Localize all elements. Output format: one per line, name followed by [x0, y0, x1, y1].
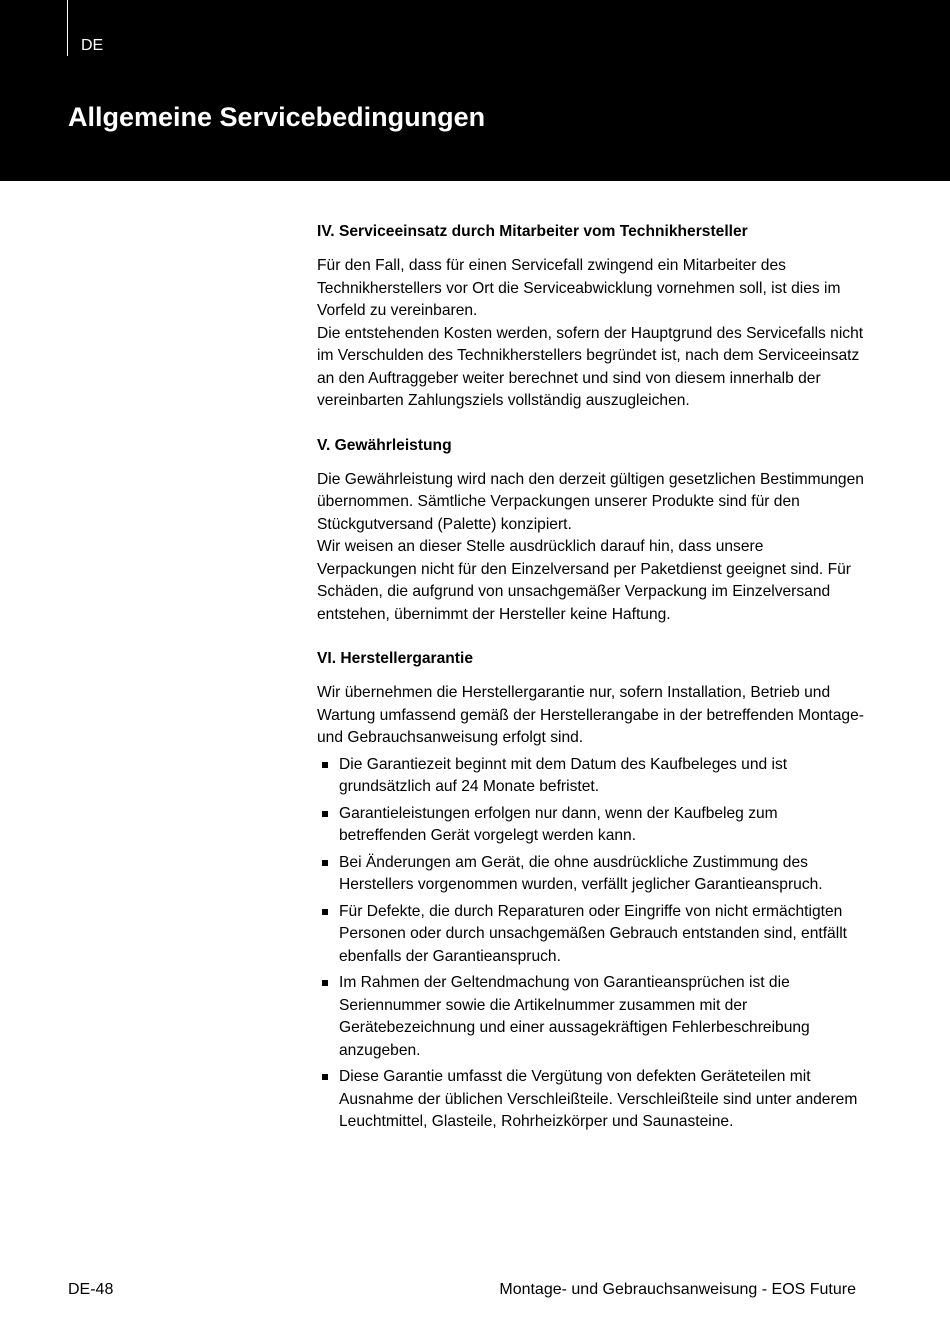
list-item-text: Die Garantiezeit beginnt mit dem Datum des Kaufbeleges und ist grundsätzlich auf 24 Monate befristet. [339, 755, 788, 795]
document-title: Montage- und Gebrauchsanweisung - EOS Future [499, 1281, 856, 1298]
list-item [317, 1066, 865, 1134]
section-heading: VI. Herstellergarantie [317, 650, 474, 667]
section-gewaehrleistung [317, 435, 865, 627]
list-item [317, 803, 865, 848]
page-header [0, 0, 950, 181]
paragraph: Wir weisen an dieser Stelle ausdrücklich darauf hin, dass unsere Verpackungen nicht für den Einzelversand per Paketdienst geeignet sind. Für Schäden, die aufgrund von unsachgemäßer Verpackung im Einzelversand entstehen, übernimmt der Hersteller keine Haftung. [317, 538, 851, 623]
page-number: DE-48 [68, 1281, 114, 1298]
square-bullet-icon [322, 811, 328, 817]
square-bullet-icon [322, 909, 328, 915]
list-item-text: Für Defekte, die durch Reparaturen oder Eingriffe von nicht ermächtigten Personen oder durch unsachgemäßen Gebrauch entstanden sind, entfällt ebenfalls der Garantieanspruch. [339, 902, 847, 965]
square-bullet-icon [322, 980, 328, 986]
list-item-text: Im Rahmen der Geltendmachung von Garantieansprüchen ist die Seriennummer sowie die Artikelnummer zusammen mit der Gerätebezeichnung und einer aussagekräftigen Fehlerbeschreibung anzugeben. [339, 974, 810, 1059]
square-bullet-icon [322, 762, 328, 768]
header-divider [67, 0, 68, 56]
section-heading: V. Gewährleistung [317, 436, 452, 454]
main-content [317, 221, 865, 1156]
list-item-text: Garantieleistungen erfolgen nur dann, wenn der Kaufbeleg zum betreffenden Gerät vorgelegt werden kann. [339, 804, 778, 844]
paragraph: Die Gewährleistung wird nach den derzeit gültigen gesetzlichen Bestimmungen übernommen. Sämtliche Verpackungen unserer Produkte sind für den Stückgutversand (Palette) konzipiert. [317, 470, 864, 533]
paragraph: Für den Fall, dass für einen Servicefall zwingend ein Mitarbeiter des Technikherstellers vor Ort die Serviceabwicklung vornehmen soll, ist dies im Vorfeld zu vereinbaren. [317, 257, 841, 319]
page-title: Allgemeine Servicebedingungen [68, 102, 486, 132]
list-item [317, 754, 865, 799]
list-item [317, 901, 865, 969]
section-heading: IV. Serviceeinsatz durch Mitarbeiter vom Technikhersteller [317, 223, 748, 240]
list-item [317, 852, 865, 897]
section-herstellergarantie [317, 648, 865, 1134]
paragraph: Wir übernehmen die Herstellergarantie nur, sofern Installation, Betrieb und Wartung umfassend gemäß der Herstellerangabe in der betreffenden Montage- und Gebrauchsanweisung erfolgt sind. [317, 684, 864, 746]
language-tag: DE [81, 37, 104, 54]
square-bullet-icon [322, 860, 328, 866]
list-item-text: Diese Garantie umfasst die Vergütung von defekten Geräteteilen mit Ausnahme der üblichen Verschleißteile. Verschleißteile sind unter anderem Leuchtmittel, Glasteile, Rohrheizkörper und Saunasteine. [339, 1068, 858, 1130]
section-serviceeinsatz [317, 221, 865, 413]
square-bullet-icon [322, 1074, 328, 1080]
list-item-text: Bei Änderungen am Gerät, die ohne ausdrückliche Zustimmung des Herstellers vorgenommen wurden, verfällt jeglicher Garantieanspruch. [339, 853, 823, 893]
list-item [317, 972, 865, 1062]
guarantee-list [317, 754, 865, 1134]
paragraph: Die entstehenden Kosten werden, sofern der Hauptgrund des Servicefalls nicht im Verschulden des Technikherstellers begründet ist, nach dem Serviceeinsatz an den Auftraggeber weiter berechnet und sind von diesem innerhalb der vereinbarten Zahlungsziels vollständig auszugleichen. [317, 324, 864, 409]
